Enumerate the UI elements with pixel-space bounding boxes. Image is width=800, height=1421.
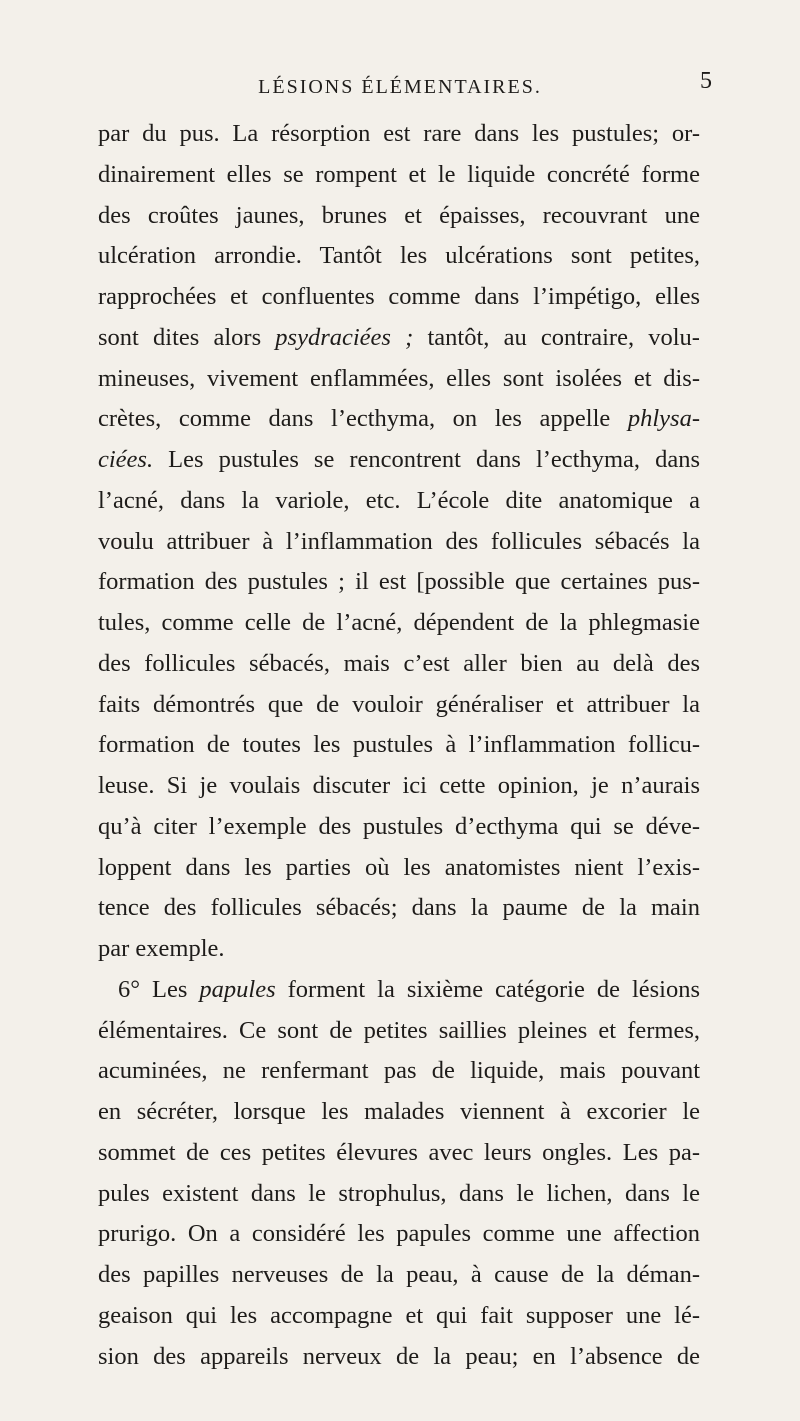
text-line: prurigo. On a considéré les papules comme une affection: [98, 1220, 700, 1248]
text-line: en sécréter, lorsque les malades viennent à excorier le: [98, 1098, 700, 1125]
text-line: acuminées, ne renfermant pas de liquide, mais pouvant: [98, 1057, 700, 1085]
text-line: [98, 440, 700, 481]
text-run: 6° Les: [118, 975, 200, 1003]
text-run: tantôt, au contraire, volu-: [413, 323, 700, 351]
text-line: tence des follicules sébacés; dans la paume de la main: [98, 894, 700, 922]
text-run: crètes, comme dans l’ecthyma, on les appelle: [98, 405, 628, 433]
text-line: [98, 318, 700, 359]
page-header: [0, 68, 800, 106]
italic-term: papules: [199, 975, 276, 1003]
text-line: tules, comme celle de l’acné, dépendent de la phlegmasie: [98, 609, 700, 636]
page-number: 5: [700, 68, 712, 94]
text-line: formation de toutes les pustules à l’inflammation follicu-: [98, 731, 700, 759]
text-line: l’acné, dans la variole, etc. L’école dite anatomique a: [98, 486, 700, 514]
text-line: des papilles nerveuses de la peau, à cause de la déman-: [98, 1261, 700, 1288]
text-run: sont dites alors: [98, 323, 276, 351]
text-line: [98, 399, 700, 440]
text-line: mineuses, vivement enflammées, elles sont isolées et dis-: [98, 364, 700, 392]
italic-term: ciées.: [98, 446, 154, 473]
text-run: Les pustules se rencontrent dans l’ecthyma, dans: [153, 446, 700, 473]
text-line: qu’à citer l’exemple des pustules d’ecthyma qui se déve-: [98, 812, 700, 840]
text-line: pules existent dans le strophulus, dans le lichen, dans le: [98, 1179, 700, 1207]
text-line: [98, 970, 700, 1011]
text-line: formation des pustules ; il est [possible que certaines pus-: [98, 568, 700, 596]
text-run: forment la sixième catégorie de lésions: [275, 975, 700, 1003]
italic-term: phlysa-: [627, 405, 700, 433]
text-line: ulcération arrondie. Tantôt les ulcérations sont petites,: [98, 242, 700, 270]
text-line: des follicules sébacés, mais c’est aller bien au delà des: [98, 649, 700, 677]
text-line: rapprochées et confluentes comme dans l’impétigo, elles: [98, 283, 700, 310]
text-line: loppent dans les parties où les anatomistes nient l’exis-: [98, 853, 700, 881]
text-line: sommet de ces petites élevures avec leurs ongles. Les pa-: [98, 1138, 700, 1166]
running-title: LÉSIONS ÉLÉMENTAIRES.: [258, 76, 542, 98]
text-line: sion des appareils nerveux de la peau; en l’absence de: [98, 1342, 700, 1370]
text-line: geaison qui les accompagne et qui fait supposer une lé-: [98, 1301, 700, 1329]
text-line: dinairement elles se rompent et le liquide concrété forme: [98, 160, 700, 188]
text-line: par du pus. La résorption est rare dans les pustules; or-: [98, 120, 700, 147]
italic-term: psydraciées ;: [275, 323, 414, 351]
text-line: leuse. Si je voulais discuter ici cette opinion, je n’aurais: [98, 772, 700, 799]
text-line: des croûtes jaunes, brunes et épaisses, recouvrant une: [98, 201, 700, 229]
text-line: élémentaires. Ce sont de petites saillies pleines et fermes,: [98, 1016, 700, 1044]
text-line: voulu attribuer à l’inflammation des follicules sébacés la: [98, 527, 700, 555]
text-line: par exemple.: [98, 935, 225, 962]
text-line: faits démontrés que de vouloir généraliser et attribuer la: [98, 690, 700, 718]
body-text: [98, 114, 700, 1377]
